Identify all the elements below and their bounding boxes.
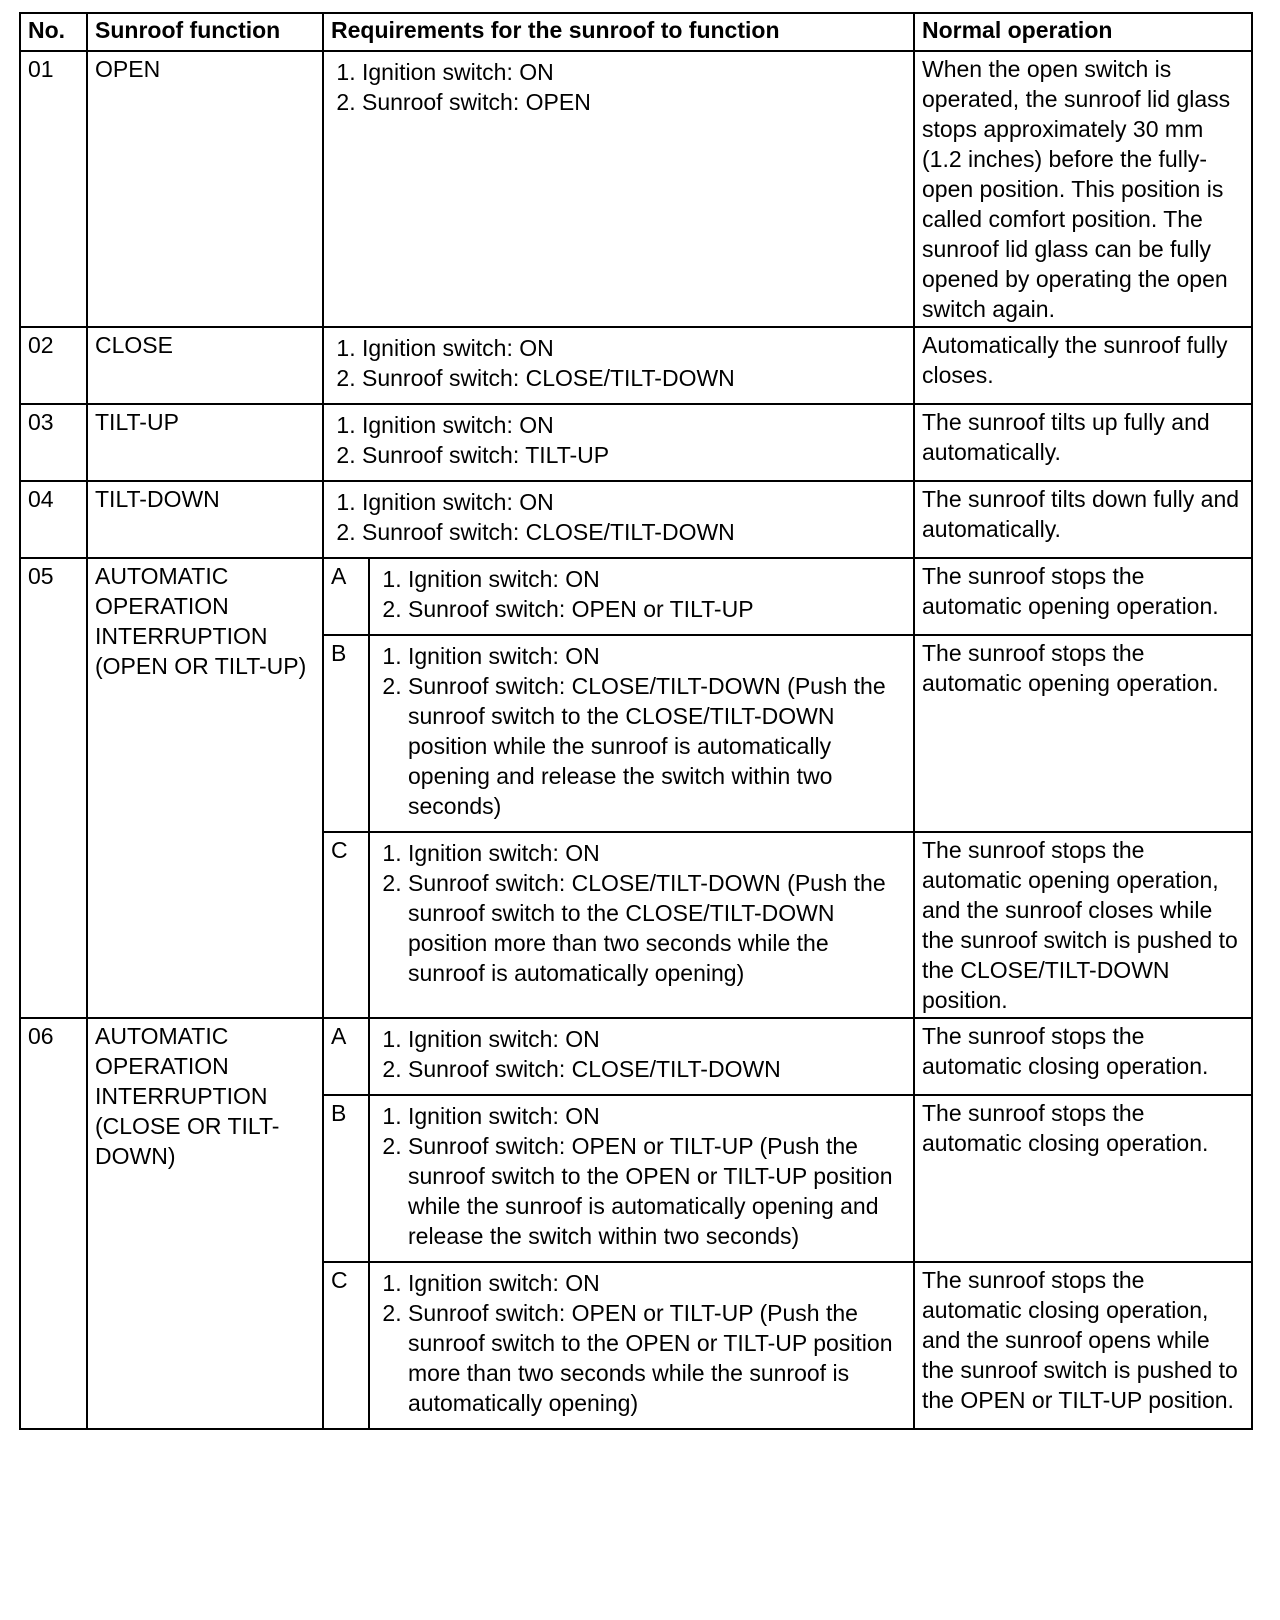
operation-text: The sunroof stops the automatic opening operation, and the sunroof closes while the sunroof switch is pushed to the CLOSE/TILT-DOWN position. [914,832,1252,1018]
requirement-item: 1. Ignition switch: ON [408,1101,906,1131]
requirement-item: 2. Sunroof switch: OPEN or TILT-UP (Push the sunroof switch to the OPEN or TILT-UP position while the sunroof is automatically opening and release the switch within two seconds) [408,1131,906,1251]
requirements-list [377,838,906,988]
sub-case-label: A [323,1018,369,1095]
row-number: 01 [20,51,87,327]
requirement-item: 1. Ignition switch: ON [408,838,906,868]
row-number: 04 [20,481,87,558]
table-row [20,481,1252,558]
operation-text: When the open switch is operated, the sunroof lid glass stops approximately 30 mm (1.2 inches) before the fully-open position. This position is called comfort position. The sunroof lid glass can be fully opened by operating the open switch again. [914,51,1252,327]
row-number: 06 [20,1018,87,1429]
header-operation: Normal operation [914,13,1252,51]
operation-text: The sunroof stops the automatic closing operation, and the sunroof opens while the sunroof switch is pushed to the OPEN or TILT-UP position. [914,1262,1252,1429]
sub-case-label: B [323,1095,369,1262]
table-row [20,404,1252,481]
function-name: AUTOMATIC OPERATION INTERRUPTION (CLOSE OR TILT-DOWN) [87,1018,323,1429]
requirements-list [331,333,906,393]
requirement-item: 2. Sunroof switch: OPEN or TILT-UP [408,594,906,624]
table-header-row [20,13,1252,51]
operation-text: The sunroof stops the automatic closing operation. [914,1095,1252,1262]
sunroof-function-table [19,12,1253,1430]
operation-text: Automatically the sunroof fully closes. [914,327,1252,404]
requirement-item: 1. Ignition switch: ON [362,487,906,517]
sub-case-label: C [323,832,369,1018]
requirements-list [377,1268,906,1418]
row-number: 05 [20,558,87,1018]
requirements-cell [369,635,914,832]
header-no: No. [20,13,87,51]
requirement-item: 2. Sunroof switch: TILT-UP [362,440,906,470]
function-name: TILT-DOWN [87,481,323,558]
requirement-item: 1. Ignition switch: ON [362,410,906,440]
operation-text: The sunroof tilts up fully and automatically. [914,404,1252,481]
requirement-item: 2. Sunroof switch: OPEN or TILT-UP (Push the sunroof switch to the OPEN or TILT-UP position more than two seconds while the sunroof is automatically opening) [408,1298,906,1418]
requirements-list [377,641,906,821]
function-name: AUTOMATIC OPERATION INTERRUPTION (OPEN OR TILT-UP) [87,558,323,1018]
requirements-list [331,410,906,470]
table-row [20,327,1252,404]
requirement-item: 2. Sunroof switch: CLOSE/TILT-DOWN [362,517,906,547]
requirement-item: 2. Sunroof switch: CLOSE/TILT-DOWN [362,363,906,393]
sub-case-label: B [323,635,369,832]
requirements-list [377,564,906,624]
requirements-list [331,57,906,117]
requirements-list [377,1024,906,1084]
requirements-cell [369,1018,914,1095]
requirement-item: 2. Sunroof switch: CLOSE/TILT-DOWN [408,1054,906,1084]
operation-text: The sunroof stops the automatic opening operation. [914,558,1252,635]
requirements-cell [369,1262,914,1429]
requirements-cell [323,327,914,404]
requirements-cell [323,404,914,481]
requirement-item: 2. Sunroof switch: CLOSE/TILT-DOWN (Push the sunroof switch to the CLOSE/TILT-DOWN position more than two seconds while the sunroof is automatically opening) [408,868,906,988]
requirements-cell [369,1095,914,1262]
requirements-cell [369,558,914,635]
requirement-item: 1. Ignition switch: ON [362,57,906,87]
requirements-cell [369,832,914,1018]
requirements-list [377,1101,906,1251]
operation-text: The sunroof stops the automatic opening operation. [914,635,1252,832]
sub-case-label: C [323,1262,369,1429]
header-requirements: Requirements for the sunroof to function [323,13,914,51]
requirement-item: 1. Ignition switch: ON [408,641,906,671]
function-name: CLOSE [87,327,323,404]
table-row [20,558,1252,635]
sub-case-label: A [323,558,369,635]
requirement-item: 1. Ignition switch: ON [408,1268,906,1298]
requirement-item: 2. Sunroof switch: CLOSE/TILT-DOWN (Push the sunroof switch to the CLOSE/TILT-DOWN position while the sunroof is automatically opening and release the switch within two seconds) [408,671,906,821]
requirement-item: 1. Ignition switch: ON [408,564,906,594]
header-function: Sunroof function [87,13,323,51]
table-row [20,51,1252,327]
operation-text: The sunroof stops the automatic closing operation. [914,1018,1252,1095]
requirements-cell [323,481,914,558]
requirement-item: 1. Ignition switch: ON [362,333,906,363]
requirement-item: 2. Sunroof switch: OPEN [362,87,906,117]
requirements-list [331,487,906,547]
function-name: OPEN [87,51,323,327]
operation-text: The sunroof tilts down fully and automatically. [914,481,1252,558]
row-number: 02 [20,327,87,404]
table-row [20,1018,1252,1095]
row-number: 03 [20,404,87,481]
requirement-item: 1. Ignition switch: ON [408,1024,906,1054]
requirements-cell [323,51,914,327]
function-name: TILT-UP [87,404,323,481]
